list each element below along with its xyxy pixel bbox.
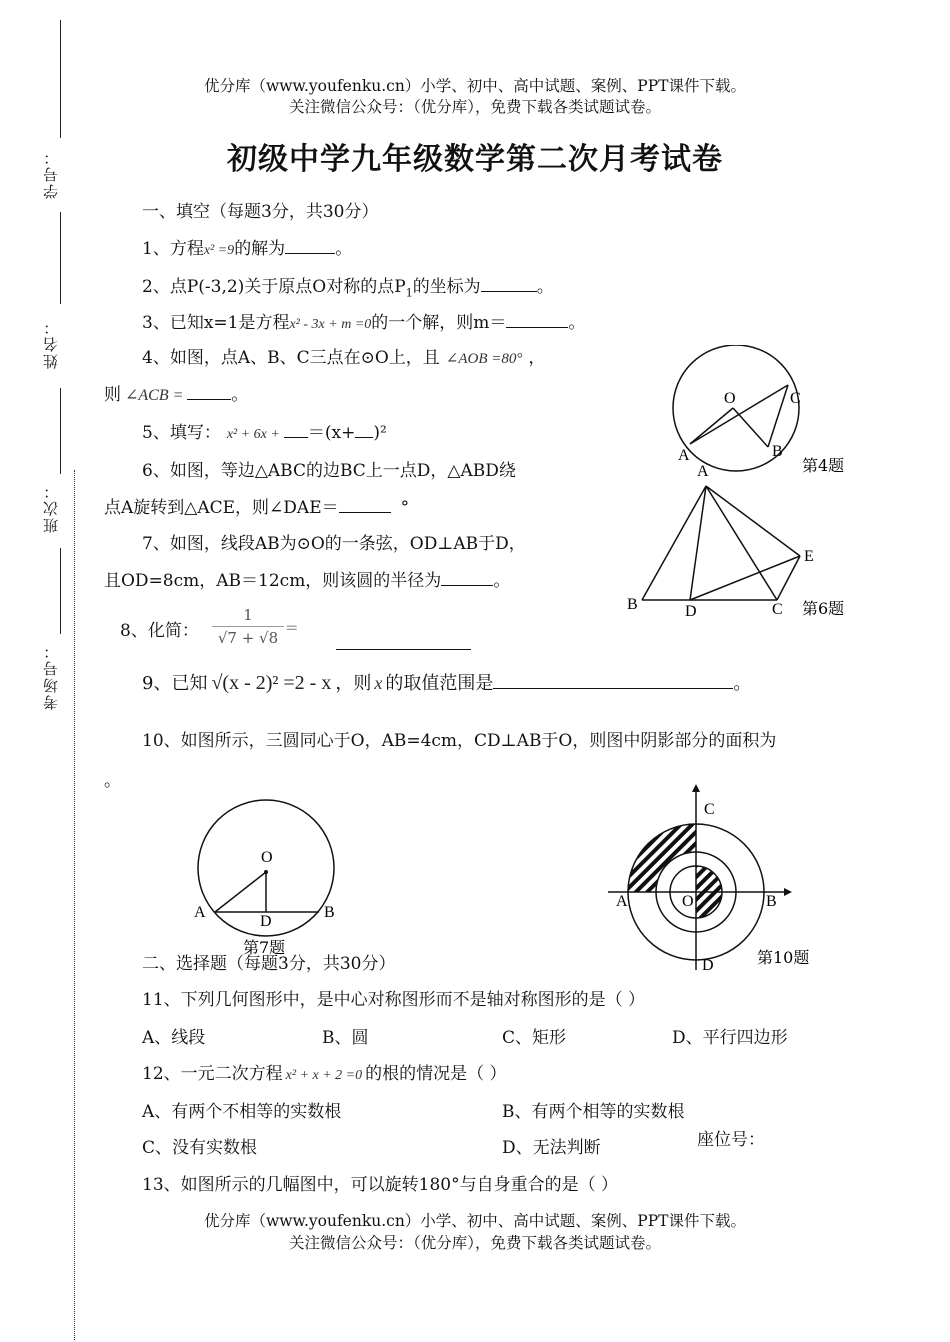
question-10-line-2: 。: [104, 771, 121, 791]
footer-line-2: 关注微信公众号：（优分库），免费下载各类试题试卷。: [288, 1234, 661, 1252]
fig6-label-e: E: [804, 548, 814, 565]
figure-10: [600, 778, 860, 978]
fig4-label-o: O: [724, 390, 736, 407]
section-2-heading: 二、选择题（每题3分，共30分）: [142, 954, 396, 974]
figure-6: [620, 458, 870, 623]
question-7-line-1: 7、如图，线段AB为⊙O的一条弦，OD⊥AB于D，: [142, 534, 526, 554]
page-title: 初级中学九年级数学第二次月考试卷: [227, 142, 723, 177]
q11-option-d: D、平行四边形: [672, 1028, 788, 1048]
fig4-label-c: C: [790, 390, 801, 407]
q12-option-c: C、没有实数根: [142, 1138, 258, 1158]
question-3: 3、已知x=1是方程x² - 3x + m =0的一个解，则m＝ 。: [142, 313, 586, 333]
fig4-label-a: A: [678, 447, 690, 464]
q12-option-d: D、无法判断: [502, 1138, 601, 1158]
class-label: 班次：: [42, 482, 60, 533]
exam-room-label: 考场号：: [42, 642, 60, 710]
fig10-label-d: D: [702, 957, 714, 974]
fig7-label-d: D: [260, 913, 272, 930]
question-4-line-1: 4、如图，点A、B、C三点在⊙O上，且 ∠AOB =80° ，: [142, 348, 546, 368]
header-line-2: 关注微信公众号：（优分库），免费下载各类试题试卷。: [288, 98, 661, 116]
question-6-line-2: 点A旋转到△ACE，则∠DAE＝ °: [104, 498, 410, 518]
seat-number-label: 座位号：: [697, 1130, 765, 1150]
fig6-label-c: C: [772, 601, 783, 618]
question-11: 11、下列几何图形中，是中心对称图形而不是轴对称图形的是（ ）: [142, 990, 646, 1010]
section-1-heading: 一、填空（每题3分，共30分）: [142, 202, 379, 222]
q12-option-b: B、有两个相等的实数根: [502, 1102, 685, 1122]
student-id-label: 学号：: [42, 148, 60, 199]
fig6-label-a: A: [697, 463, 709, 480]
name-label: 姓名：: [42, 318, 60, 369]
fig10-label-b: B: [766, 893, 777, 910]
q11-option-a: A、线段: [142, 1028, 206, 1048]
question-10-line-1: 10、如图所示，三圆同心于O，AB=4cm，CD⊥AB于O，则图中阴影部分的面积为: [142, 731, 777, 751]
q11-option-b: B、圆: [322, 1028, 369, 1048]
fig7-label-a: A: [194, 904, 206, 921]
question-8-equals: =: [285, 618, 299, 637]
question-6-line-1: 6、如图，等边△ABC的边BC上一点D，△ABD绕: [142, 461, 516, 481]
figure-7: [185, 795, 355, 965]
fig7-label-b: B: [324, 904, 335, 921]
q12-option-a: A、有两个不相等的实数根: [142, 1102, 342, 1122]
question-4-line-2: 则 ∠ACB = 。: [104, 385, 249, 405]
fig4-label-b: B: [772, 443, 783, 460]
binding-line: [74, 470, 75, 1340]
question-13: 13、如图所示的几幅图中，可以旋转180°与自身重合的是（ ）: [142, 1175, 618, 1195]
q11-option-c: C、矩形: [502, 1028, 567, 1048]
fig6-caption: 第6题: [802, 599, 845, 618]
question-7-line-2: 且OD=8cm，AB＝12cm，则该圆的半径为 。: [104, 571, 511, 591]
question-8-blank: [336, 649, 471, 650]
footer-line-1: 优分库（www.youfenku.cn）小学、初中、高中试题、案例、PPT课件下载。: [203, 1212, 747, 1230]
header-line-1: 优分库（www.youfenku.cn）小学、初中、高中试题、案例、PPT课件下载。: [203, 77, 747, 95]
fig10-label-o: O: [682, 893, 694, 910]
fig7-caption: 第7题: [243, 938, 286, 957]
fig10-label-c: C: [704, 801, 715, 818]
fig6-label-b: B: [627, 596, 638, 613]
fig10-label-a: A: [616, 893, 628, 910]
question-8-fraction: 1 √7 + √8: [212, 606, 284, 647]
question-1: 1、方程x² =9的解为 。: [142, 239, 353, 259]
fig4-caption: 第4题: [802, 456, 845, 475]
question-2: 2、点P(-3,2)关于原点O对称的点$P_1$的坐标为 。: [142, 277, 554, 300]
question-12: 12、一元二次方程 x² + x + 2 =0 的根的情况是（ ）: [142, 1064, 507, 1084]
fig7-label-o: O: [261, 849, 273, 866]
fig10-caption: 第10题: [757, 948, 810, 967]
question-5: 5、填写： x² + 6x + ＝(x+ )²: [142, 423, 387, 443]
question-9: 9、已知 √(x - 2)² =2 - x ，则 x 的取值范围是 。: [142, 672, 752, 694]
question-8-label: 8、化简：: [120, 621, 199, 641]
fig6-label-d: D: [685, 603, 697, 620]
